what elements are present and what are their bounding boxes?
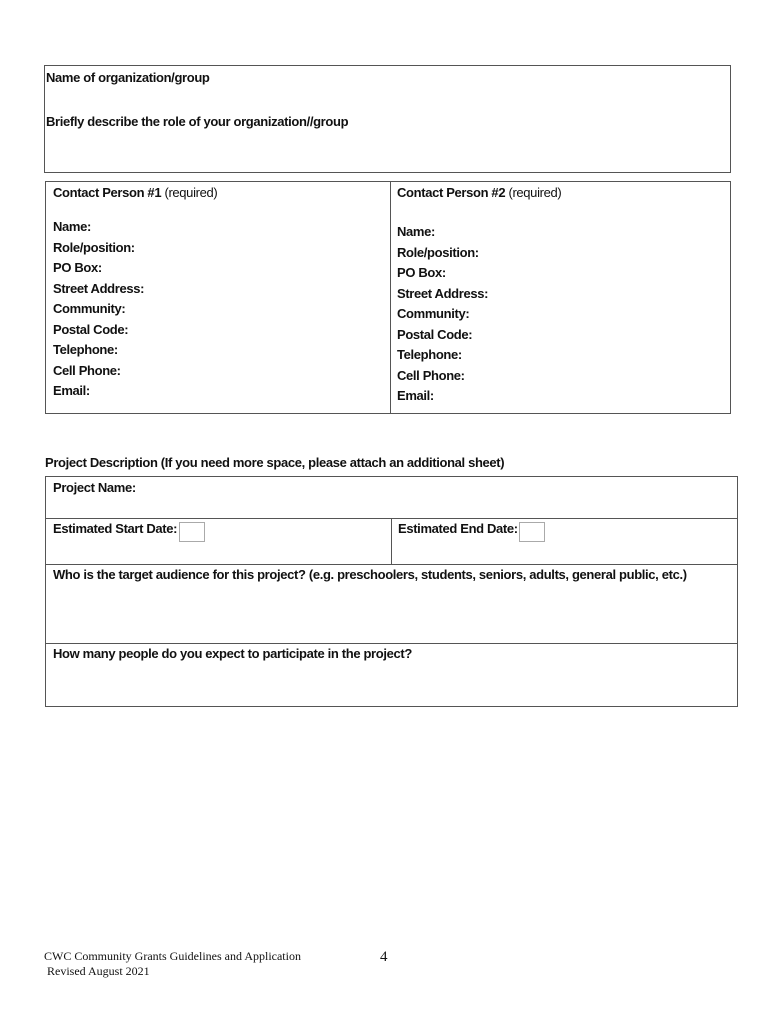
project-table <box>45 476 738 707</box>
contact-2-field: Cell Phone: <box>397 367 465 383</box>
organization-name-label: Name of organization/group <box>46 70 210 85</box>
participants-label: How many people do you expect to participate in the project? <box>53 646 412 661</box>
page-number: 4 <box>380 949 388 965</box>
organization-role-label: Briefly describe the role of your organization//group <box>46 114 349 129</box>
start-date-label: Estimated Start Date: <box>53 521 178 536</box>
contact-1-field: Community: <box>53 301 126 316</box>
contact-1-field: Street Address: <box>53 280 145 296</box>
contact-1-field: Postal Code: <box>53 321 129 337</box>
contacts-divider <box>390 182 391 413</box>
contact-2-field: Telephone: <box>397 347 462 362</box>
contact-2-field: Postal Code: <box>397 326 473 342</box>
end-date-label: Estimated End Date: <box>398 521 518 536</box>
footer-text <box>44 949 301 979</box>
contact-2-heading <box>397 185 561 200</box>
footer-line-2: Revised August 2021 <box>44 964 150 978</box>
dates-divider <box>391 518 392 564</box>
contact-2-field: Name: <box>397 224 435 239</box>
contact-1-field: Name: <box>53 219 91 234</box>
contact-2-field: Community: <box>397 306 470 321</box>
contact-1-heading-text: Contact Person #1 <box>53 185 162 200</box>
contact-1-field: Cell Phone: <box>53 362 121 378</box>
project-section-title: Project Description (If you need more space, please attach an additional sheet) <box>45 455 505 470</box>
contact-1-field: PO Box: <box>53 260 102 275</box>
contact-2-required: (required) <box>508 185 562 200</box>
footer-line-1: CWC Community Grants Guidelines and Application <box>44 949 301 963</box>
contact-2-field: Email: <box>397 388 434 403</box>
contact-1-field: Telephone: <box>53 342 118 357</box>
contact-2-field: Street Address: <box>397 285 489 301</box>
organization-box <box>44 65 731 173</box>
contact-2-field: PO Box: <box>397 265 446 280</box>
end-date-input[interactable] <box>519 522 545 542</box>
contact-2-field: Role/position: <box>397 244 479 260</box>
contact-1-fields <box>53 217 144 402</box>
contact-1-required: (required) <box>164 185 218 200</box>
contact-2-fields <box>397 222 488 407</box>
contacts-table <box>45 181 731 414</box>
start-date-input[interactable] <box>179 522 205 542</box>
row-divider <box>46 564 737 565</box>
project-name-label: Project Name: <box>53 480 136 495</box>
target-audience-label: Who is the target audience for this project? (e.g. preschoolers, students, seniors, adults, general public, etc.) <box>53 567 687 582</box>
contact-2-heading-text: Contact Person #2 <box>397 185 506 200</box>
contact-1-field: Role/position: <box>53 239 135 255</box>
contact-1-heading <box>53 185 217 200</box>
contact-1-field: Email: <box>53 383 90 398</box>
row-divider <box>46 643 737 644</box>
